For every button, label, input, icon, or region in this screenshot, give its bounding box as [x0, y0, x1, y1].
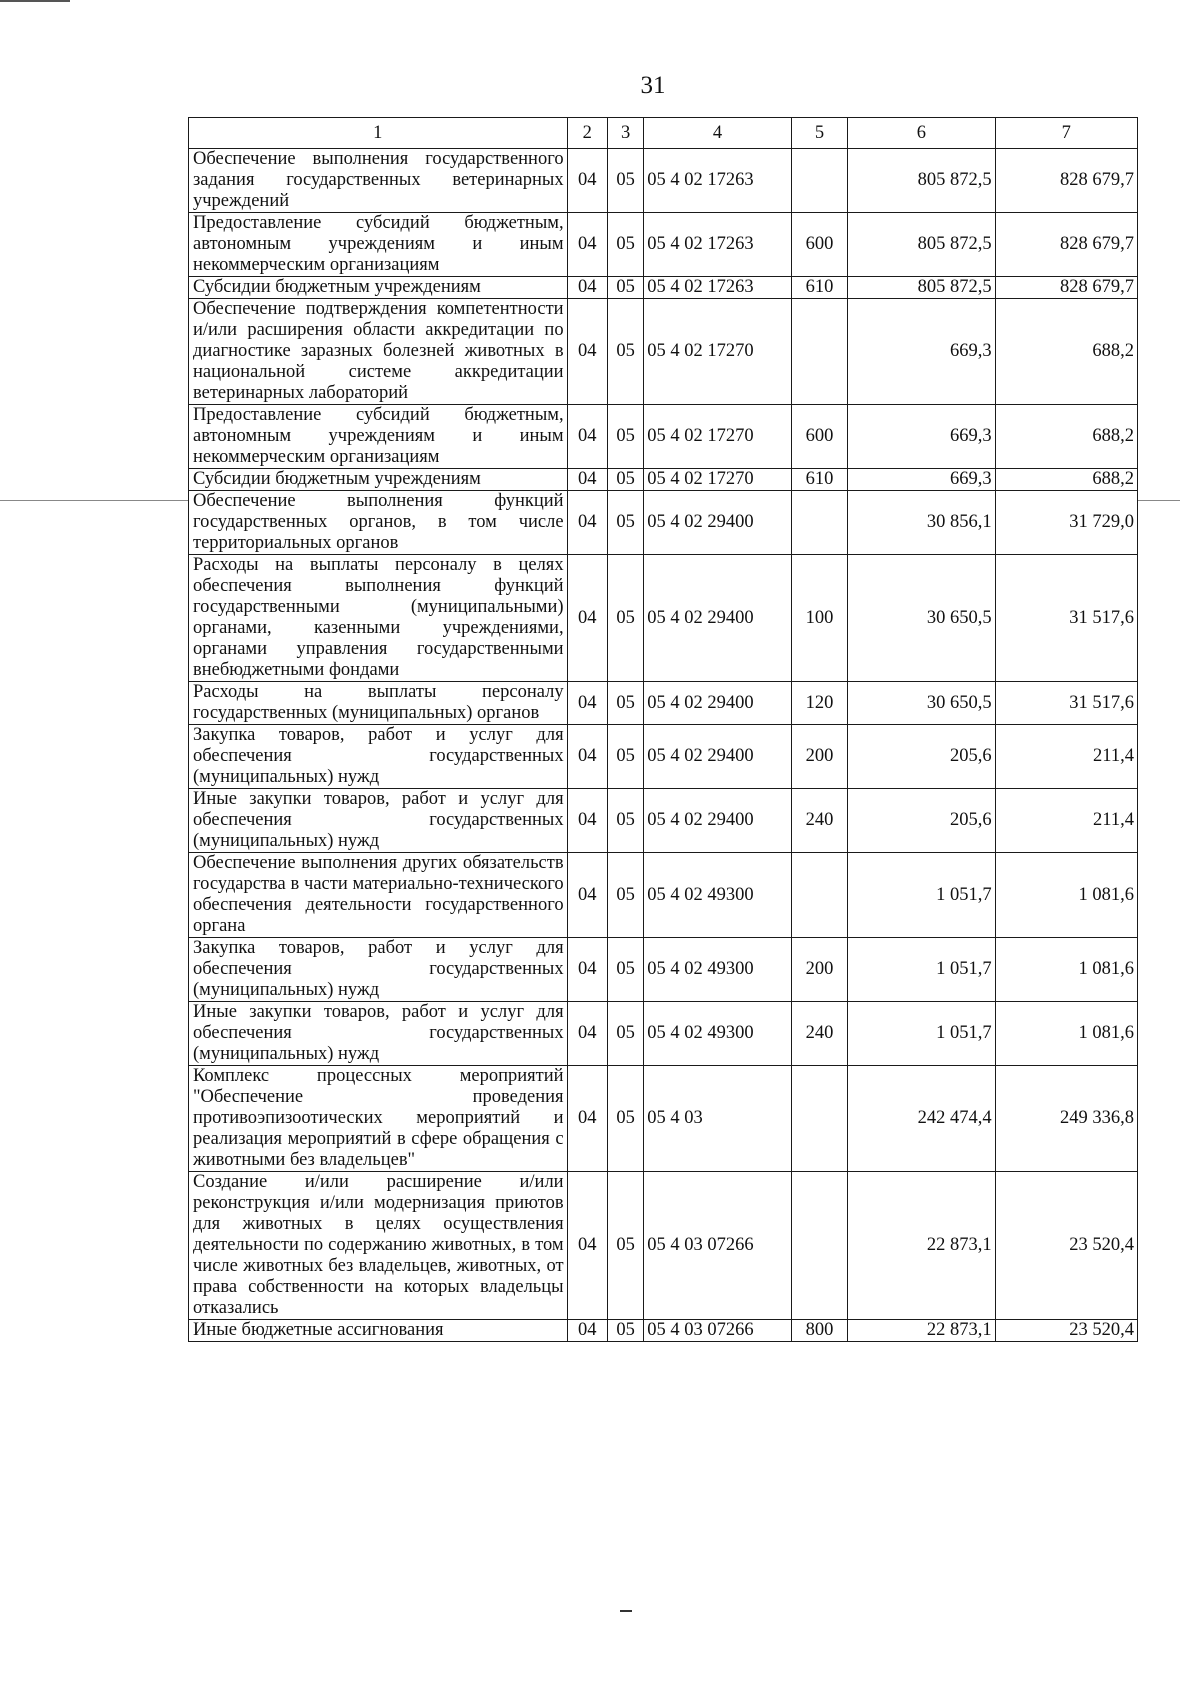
table-row — [189, 213, 1138, 277]
table-row — [189, 1172, 1138, 1320]
cell-subsection: 05 — [607, 277, 643, 299]
cell-name: Закупка товаров, работ и услуг для обеспечения государственных (муниципальных) нужд — [189, 725, 568, 789]
table-row — [189, 1066, 1138, 1172]
cell-amount-year1: 22 873,1 — [848, 1172, 995, 1320]
cell-target-article: 05 4 02 17263 — [644, 213, 791, 277]
header-col-7: 7 — [995, 118, 1137, 149]
cell-name: Обеспечение выполнения других обязательств государства в части материально-технического обеспечения деятельности государственного органа — [189, 853, 568, 938]
cell-name: Расходы на выплаты персоналу в целях обеспечения выполнения функций государственными (муниципальными) органами, казенными учреждениями, органами управления государственными внебюджетными фондами — [189, 555, 568, 682]
cell-amount-year2: 23 520,4 — [995, 1172, 1137, 1320]
cell-subsection: 05 — [607, 1320, 643, 1342]
cell-name: Субсидии бюджетным учреждениям — [189, 469, 568, 491]
scan-fold-line — [0, 500, 188, 501]
cell-target-article: 05 4 02 17270 — [644, 405, 791, 469]
cell-amount-year1: 30 650,5 — [848, 682, 995, 725]
cell-section: 04 — [567, 682, 607, 725]
cell-expense-type — [791, 853, 848, 938]
cell-subsection: 05 — [607, 491, 643, 555]
table-row — [189, 469, 1138, 491]
cell-subsection: 05 — [607, 938, 643, 1002]
cell-amount-year2: 828 679,7 — [995, 149, 1137, 213]
cell-target-article: 05 4 03 07266 — [644, 1172, 791, 1320]
cell-section: 04 — [567, 853, 607, 938]
cell-section: 04 — [567, 149, 607, 213]
cell-section: 04 — [567, 491, 607, 555]
cell-section: 04 — [567, 277, 607, 299]
cell-subsection: 05 — [607, 682, 643, 725]
cell-target-article: 05 4 02 17263 — [644, 277, 791, 299]
cell-section: 04 — [567, 789, 607, 853]
cell-expense-type — [791, 149, 848, 213]
cell-expense-type: 600 — [791, 213, 848, 277]
table-row — [189, 853, 1138, 938]
header-col-4: 4 — [644, 118, 791, 149]
cell-amount-year1: 242 474,4 — [848, 1066, 995, 1172]
cell-expense-type: 240 — [791, 789, 848, 853]
cell-target-article: 05 4 02 29400 — [644, 789, 791, 853]
cell-amount-year2: 249 336,8 — [995, 1066, 1137, 1172]
cell-amount-year1: 1 051,7 — [848, 853, 995, 938]
cell-section: 04 — [567, 1172, 607, 1320]
cell-amount-year1: 669,3 — [848, 469, 995, 491]
cell-expense-type: 240 — [791, 1002, 848, 1066]
cell-name: Обеспечение подтверждения компетентности и/или расширения области аккредитации по диагностике заразных болезней животных в национальной системе аккредитации ветеринарных лабораторий — [189, 299, 568, 405]
cell-amount-year1: 805 872,5 — [848, 277, 995, 299]
table-header-row — [189, 118, 1138, 149]
table-row — [189, 938, 1138, 1002]
cell-name: Иные закупки товаров, работ и услуг для обеспечения государственных (муниципальных) нужд — [189, 1002, 568, 1066]
cell-amount-year2: 828 679,7 — [995, 213, 1137, 277]
cell-expense-type: 610 — [791, 469, 848, 491]
cell-subsection: 05 — [607, 405, 643, 469]
header-col-5: 5 — [791, 118, 848, 149]
cell-section: 04 — [567, 213, 607, 277]
cell-target-article: 05 4 02 49300 — [644, 1002, 791, 1066]
cell-expense-type — [791, 299, 848, 405]
cell-expense-type — [791, 491, 848, 555]
cell-amount-year1: 30 650,5 — [848, 555, 995, 682]
cell-name: Иные бюджетные ассигнования — [189, 1320, 568, 1342]
cell-section: 04 — [567, 1002, 607, 1066]
cell-expense-type: 200 — [791, 725, 848, 789]
cell-amount-year1: 805 872,5 — [848, 149, 995, 213]
table-row — [189, 682, 1138, 725]
cell-section: 04 — [567, 405, 607, 469]
cell-amount-year2: 1 081,6 — [995, 853, 1137, 938]
cell-amount-year2: 211,4 — [995, 789, 1137, 853]
cell-name: Иные закупки товаров, работ и услуг для обеспечения государственных (муниципальных) нужд — [189, 789, 568, 853]
table-row — [189, 789, 1138, 853]
cell-subsection: 05 — [607, 299, 643, 405]
page-number: 31 — [640, 72, 666, 99]
cell-expense-type — [791, 1066, 848, 1172]
cell-expense-type: 100 — [791, 555, 848, 682]
cell-name: Обеспечение выполнения функций государственных органов, в том числе территориальных органов — [189, 491, 568, 555]
cell-section: 04 — [567, 299, 607, 405]
cell-amount-year1: 1 051,7 — [848, 1002, 995, 1066]
cell-target-article: 05 4 02 49300 — [644, 938, 791, 1002]
cell-expense-type — [791, 1172, 848, 1320]
cell-section: 04 — [567, 1320, 607, 1342]
cell-expense-type: 800 — [791, 1320, 848, 1342]
budget-table — [188, 117, 1138, 1342]
cell-target-article: 05 4 02 17263 — [644, 149, 791, 213]
header-col-3: 3 — [607, 118, 643, 149]
cell-section: 04 — [567, 469, 607, 491]
cell-target-article: 05 4 03 07266 — [644, 1320, 791, 1342]
cell-expense-type: 610 — [791, 277, 848, 299]
cell-expense-type: 120 — [791, 682, 848, 725]
table-row — [189, 725, 1138, 789]
cell-amount-year2: 1 081,6 — [995, 938, 1137, 1002]
cell-name: Предоставление субсидий бюджетным, автономным учреждениям и иным некоммерческим организациям — [189, 405, 568, 469]
table-row — [189, 277, 1138, 299]
cell-amount-year2: 828 679,7 — [995, 277, 1137, 299]
cell-section: 04 — [567, 725, 607, 789]
cell-amount-year2: 688,2 — [995, 299, 1137, 405]
cell-amount-year1: 205,6 — [848, 725, 995, 789]
cell-subsection: 05 — [607, 1172, 643, 1320]
cell-amount-year2: 31 729,0 — [995, 491, 1137, 555]
cell-subsection: 05 — [607, 725, 643, 789]
cell-name: Обеспечение выполнения государственного задания государственных ветеринарных учреждений — [189, 149, 568, 213]
cell-target-article: 05 4 02 29400 — [644, 491, 791, 555]
cell-subsection: 05 — [607, 555, 643, 682]
cell-amount-year1: 30 856,1 — [848, 491, 995, 555]
scan-fold-line — [1138, 500, 1180, 501]
table-row — [189, 491, 1138, 555]
cell-expense-type: 600 — [791, 405, 848, 469]
cell-amount-year2: 688,2 — [995, 469, 1137, 491]
table-row — [189, 1002, 1138, 1066]
header-col-2: 2 — [567, 118, 607, 149]
cell-amount-year1: 805 872,5 — [848, 213, 995, 277]
table-row — [189, 1320, 1138, 1342]
cell-subsection: 05 — [607, 213, 643, 277]
table-row — [189, 299, 1138, 405]
cell-amount-year2: 31 517,6 — [995, 555, 1137, 682]
header-col-1: 1 — [189, 118, 568, 149]
cell-subsection: 05 — [607, 1002, 643, 1066]
cell-subsection: 05 — [607, 469, 643, 491]
cell-section: 04 — [567, 555, 607, 682]
cell-target-article: 05 4 02 17270 — [644, 469, 791, 491]
cell-name: Предоставление субсидий бюджетным, автономным учреждениям и иным некоммерческим организациям — [189, 213, 568, 277]
cell-subsection: 05 — [607, 853, 643, 938]
cell-name: Создание и/или расширение и/или реконструкция и/или модернизация приютов для животных в целях осуществления деятельности по содержанию животных, в том числе животных без владельцев, животных, от права собственности на которых владельцы отказались — [189, 1172, 568, 1320]
cell-target-article: 05 4 02 29400 — [644, 555, 791, 682]
cell-name: Закупка товаров, работ и услуг для обеспечения государственных (муниципальных) нужд — [189, 938, 568, 1002]
cell-section: 04 — [567, 1066, 607, 1172]
cell-amount-year1: 669,3 — [848, 405, 995, 469]
table-row — [189, 405, 1138, 469]
cell-subsection: 05 — [607, 149, 643, 213]
scan-dash-mark — [620, 1610, 632, 1612]
cell-name: Расходы на выплаты персоналу государственных (муниципальных) органов — [189, 682, 568, 725]
cell-amount-year2: 211,4 — [995, 725, 1137, 789]
cell-section: 04 — [567, 938, 607, 1002]
cell-amount-year2: 23 520,4 — [995, 1320, 1137, 1342]
table-row — [189, 149, 1138, 213]
cell-target-article: 05 4 02 17270 — [644, 299, 791, 405]
cell-amount-year2: 1 081,6 — [995, 1002, 1137, 1066]
cell-name: Субсидии бюджетным учреждениям — [189, 277, 568, 299]
cell-target-article: 05 4 02 29400 — [644, 682, 791, 725]
cell-target-article: 05 4 02 49300 — [644, 853, 791, 938]
cell-amount-year1: 669,3 — [848, 299, 995, 405]
scan-edge-mark — [0, 0, 70, 2]
cell-target-article: 05 4 02 29400 — [644, 725, 791, 789]
cell-subsection: 05 — [607, 1066, 643, 1172]
cell-subsection: 05 — [607, 789, 643, 853]
cell-amount-year2: 688,2 — [995, 405, 1137, 469]
cell-amount-year1: 1 051,7 — [848, 938, 995, 1002]
cell-amount-year1: 22 873,1 — [848, 1320, 995, 1342]
table-row — [189, 555, 1138, 682]
cell-name: Комплекс процессных мероприятий "Обеспечение проведения противоэпизоотических мероприятий и реализация мероприятий в сфере обращения с животными без владельцев" — [189, 1066, 568, 1172]
cell-amount-year1: 205,6 — [848, 789, 995, 853]
cell-expense-type: 200 — [791, 938, 848, 1002]
header-col-6: 6 — [848, 118, 995, 149]
cell-amount-year2: 31 517,6 — [995, 682, 1137, 725]
cell-target-article: 05 4 03 — [644, 1066, 791, 1172]
